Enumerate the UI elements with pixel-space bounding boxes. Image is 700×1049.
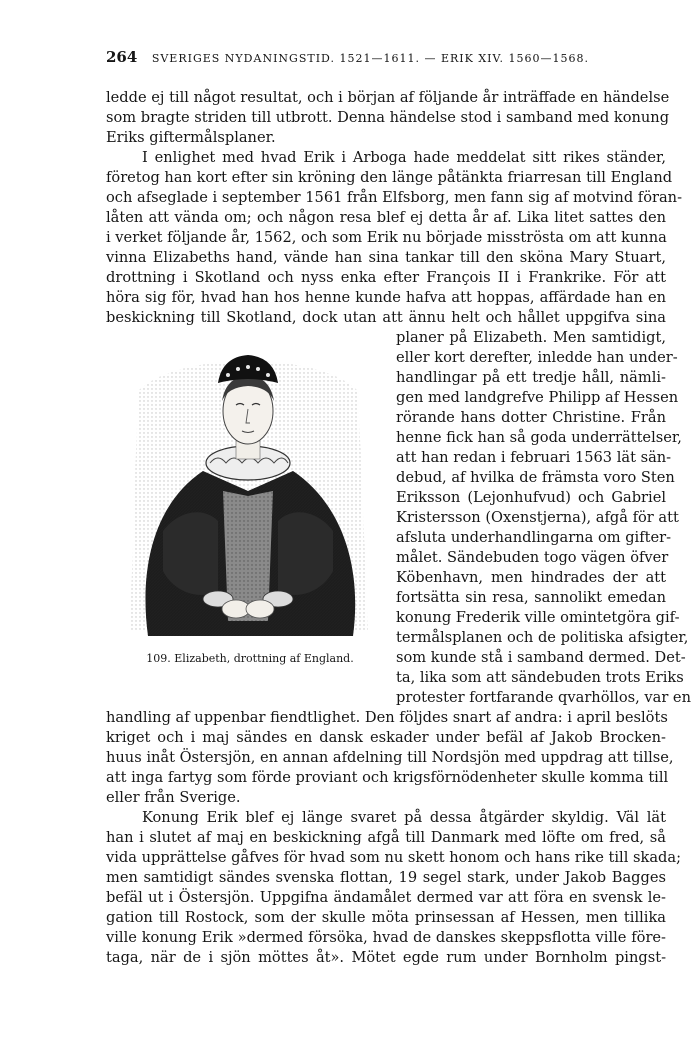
text-line: Eriks giftermålsplaner. [106,129,276,146]
text-line: beskickning till Skotland, dock utan att ännu helt och hållet uppgifva sina [106,309,666,326]
text-line: Konung Erik blef ej länge svaret på dessa åtgärder skyldig. Väl lät [142,809,666,826]
text-line: att inga fartyg som förde proviant och krigsförnödenheter skulle komma till [106,769,669,786]
text-line: han i slutet af maj en beskickning afgå till Danmark med löfte om fred, så [106,829,666,846]
text-line: planer på Elizabeth. Men samtidigt, [396,329,666,346]
text-line: eller från Sverige. [106,789,241,806]
text-line: handlingar på ett tredje håll, nämli- [396,369,666,386]
text-line: protester fortfarande qvarhöllos, var en [396,689,691,706]
text-line: målet. Sändebuden togo vägen öfver [396,549,669,566]
text-line: henne fick han så goda underrättelser, [396,429,682,446]
running-title: SVERIGES NYDANINGSTID. 1521—1611. — ERIK XIV. 1560—1568. [151,52,589,65]
text-line: afsluta underhandlingarna om gifter- [396,529,672,546]
text-line: och afseglade i september 1561 från Elfsborg, men fann sig af motvind föran- [106,189,682,206]
portrait-illustration [118,331,380,644]
text-line: som bragte striden till utbrott. Denna händelse stod i samband med konung [106,109,670,126]
page-number: 264 [106,48,138,66]
text-line: men samtidigt sändes svenska flottan, 19 segel stark, under Jakob Bagges [106,869,666,886]
text-line: företog han kort efter sin kröning den länge påtänkta friarresan till England [106,169,673,186]
text-line: låten att vända om; och någon resa blef ej detta år af. Lika litet sattes den [106,209,666,226]
text-line: att han redan i februari 1563 lät sän- [396,449,672,466]
text-line: debud, af hvilka de främsta voro Sten [396,469,675,486]
text-line: drottning i Skotland och nyss enka efter François II i Frankrike. För att [106,269,666,286]
text-line: Eriksson (Lejonhufvud) och Gabriel [396,489,666,506]
text-line: kriget och i maj sändes en dansk eskader under befäl af Jakob Brocken- [106,729,666,746]
text-line: ville konung Erik »dermed försöka, hvad de danskes skeppsflotta ville före- [106,929,666,946]
text-line: taga, när de i sjön möttes åt». Mötet egde rum under Bornholm pingst- [106,949,666,966]
text-line: vida upprättelse gåfves för hvad som nu skett honom och hans rike till skada; [106,849,681,866]
text-line: gation till Rostock, som der skulle möta prinsessan af Hessen, men tillika [106,909,666,926]
text-line: Köbenhavn, men hindrades der att [396,569,666,586]
text-line: fortsätta sin resa, sannolikt emedan [396,589,666,606]
text-line: gen med landgrefve Philipp af Hessen [396,389,679,406]
text-line: handling af uppenbar fiendtlighet. Den följdes snart af andra: i april beslöts [106,709,668,726]
text-line: vinna Elizabeths hand, vände han sina tankar till den sköna Mary Stuart, [106,249,666,266]
text-line: termålsplanen och de politiska afsigter, [396,629,689,646]
figure-caption: 109. Elizabeth, drottning af England. [146,652,354,665]
text-line: ta, lika som att sändebuden trots Eriks [396,669,684,686]
text-line: i verket följande år, 1562, och som Erik nu började misströsta om att kunna [106,229,667,246]
text-line: huus inåt Östersjön, en annan afdelning till Nordsjön med uppdrag att tillse, [106,749,674,766]
text-line: konung Frederik ville omintetgöra gif- [396,609,680,626]
text-line: I enlighet med hvad Erik i Arboga hade meddelat sitt rikes ständer, [142,149,666,166]
text-line: ledde ej till något resultat, och i början af följande år inträffade en händelse [106,89,670,106]
text-line: eller kort derefter, inledde han under- [396,349,678,366]
text-line: rörande hans dotter Christine. Från [396,409,666,426]
text-line: befäl ut i Östersjön. Uppgifna ändamålet dermed var att föra en svensk le- [106,889,666,906]
running-header [106,48,666,66]
text-line: höra sig för, hvad han hos henne kunde hafva att hoppas, affärdade han en [106,289,666,306]
text-line: som kunde stå i samband dermed. Det- [396,649,686,666]
text-line: Kristersson (Oxenstjerna), afgå för att [396,509,679,526]
